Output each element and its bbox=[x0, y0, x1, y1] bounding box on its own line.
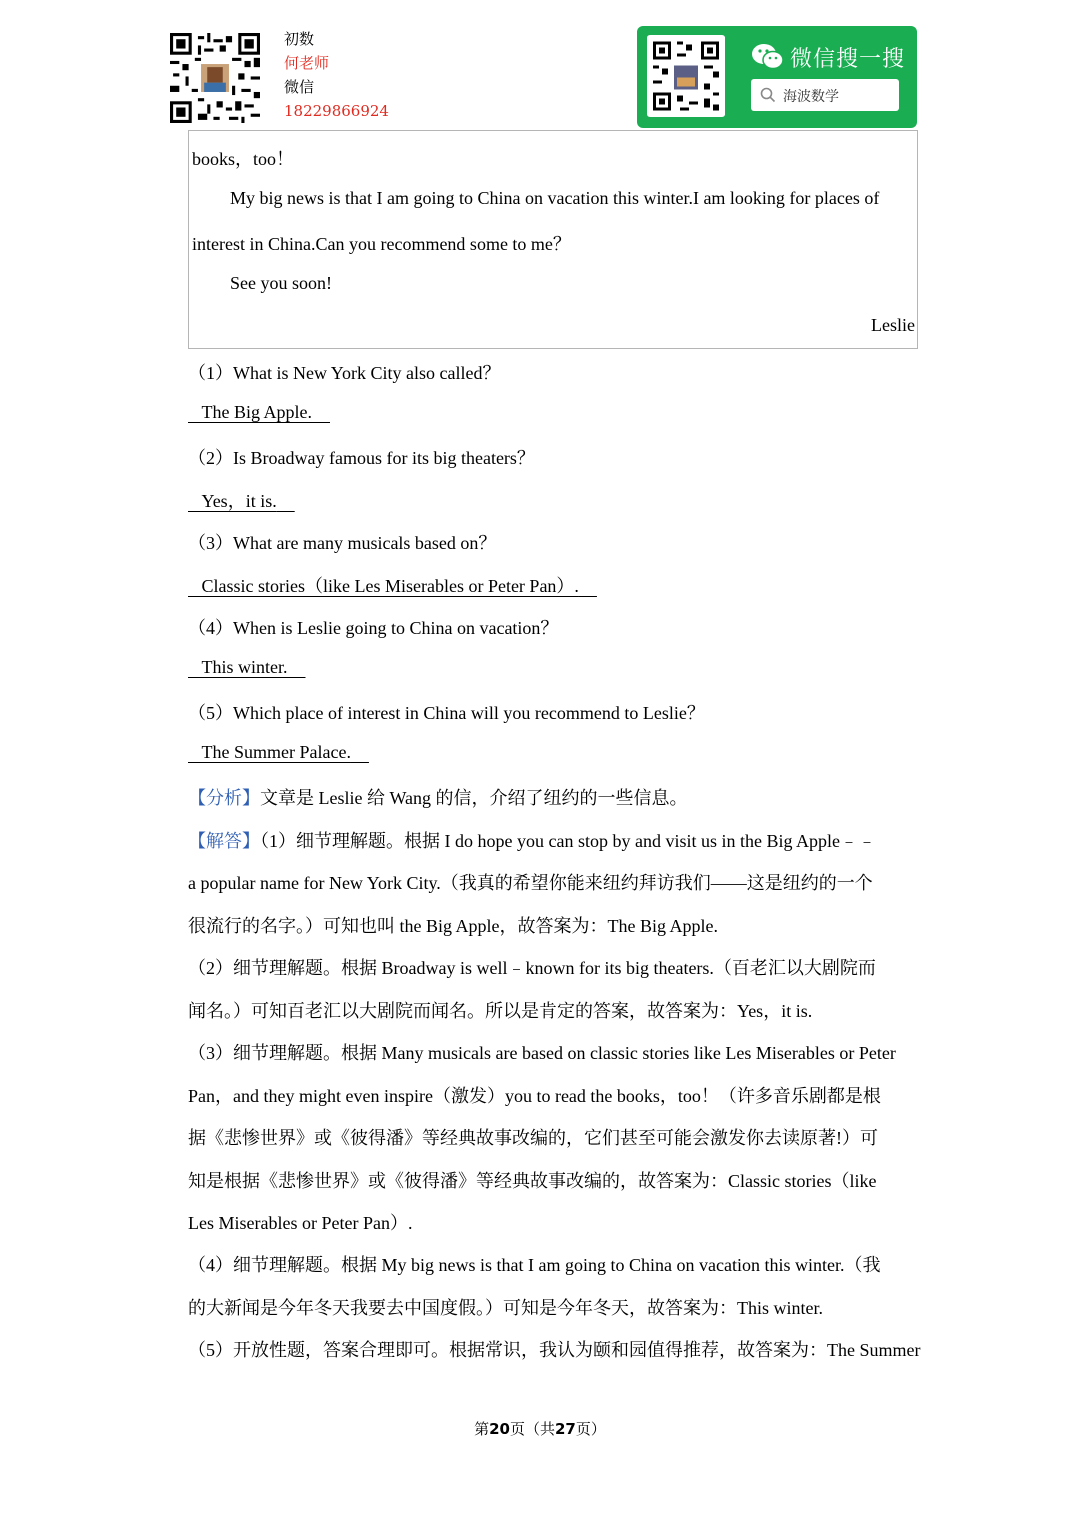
analysis-tag: 【分析】 bbox=[188, 788, 260, 808]
wechat-qr-code-icon bbox=[647, 35, 725, 117]
teacher-contact bbox=[284, 27, 389, 123]
solution-line: 知是根据《悲惨世界》或《彼得潘》等经典故事改编的，故答案为：Classic stories（like bbox=[188, 1171, 877, 1191]
solution-line: （3）细节理解题。根据 Many musicals are based on classic stories like Les Miserables or Peter bbox=[188, 1043, 896, 1063]
solution-line: 【解答】（1）细节理解题。根据 I do hope you can stop by and visit us in the Big Apple﹣﹣ bbox=[188, 831, 876, 851]
solution-line: 据《悲惨世界》或《彼得潘》等经典故事改编的，它们甚至可能会激发你去读原著!）可 bbox=[188, 1128, 878, 1148]
qr-code-icon bbox=[170, 32, 260, 124]
solution-line: Pan，and they might even inspire（激发）you to read the books，too！（许多音乐剧都是根 bbox=[188, 1086, 881, 1106]
solution-line: Les Miserables or Peter Pan）. bbox=[188, 1213, 413, 1233]
question-3: （3）What are many musicals based on？ bbox=[188, 533, 497, 553]
page-number: 第20页（共27页） bbox=[474, 1420, 606, 1438]
contact-teacher-name: 何老师 bbox=[284, 54, 330, 72]
question-2: （2）Is Broadway famous for its big theaters？ bbox=[188, 448, 535, 468]
question-4: （4）When is Leslie going to China on vacation？ bbox=[188, 618, 559, 638]
solution-line: 很流行的名字。）可知也叫 the Big Apple，故答案为：The Big Apple. bbox=[188, 916, 718, 936]
wechat-search-input[interactable] bbox=[751, 79, 899, 111]
solution-line: （2）细节理解题。根据 Broadway is well﹣known for its big theaters.（百老汇以大剧院而 bbox=[188, 958, 876, 978]
letter-signature: Leslie bbox=[871, 315, 915, 335]
letter-line: books，too！ bbox=[192, 149, 295, 169]
solution-line: 闻名。）可知百老汇以大剧院而闻名。所以是肯定的答案，故答案为：Yes，it is. bbox=[188, 1001, 813, 1021]
question-5: （5）Which place of interest in China will you recommend to Leslie？ bbox=[188, 703, 705, 723]
solution-line: （4）细节理解题。根据 My big news is that I am going to China on vacation this winter.（我 bbox=[188, 1255, 881, 1275]
letter-line: See you soon! bbox=[230, 273, 332, 293]
solution-line: （5）开放性题，答案合理即可。根据常识，我认为颐和园值得推荐，故答案为：The Summer bbox=[188, 1340, 921, 1360]
analysis-text: 文章是 Leslie 给 Wang 的信，介绍了纽约的一些信息。 bbox=[260, 788, 688, 808]
answer-3: Classic stories（like Les Miserables or Peter Pan）. bbox=[201, 576, 579, 596]
wechat-logo-icon bbox=[751, 43, 785, 71]
answer-5: The Summer Palace. bbox=[201, 742, 351, 762]
contact-subject: 初数 bbox=[284, 30, 315, 48]
answer-2: Yes，it is. bbox=[201, 491, 277, 511]
answer-1: The Big Apple. bbox=[201, 402, 312, 422]
wechat-search-query: 海波数学 bbox=[783, 89, 839, 105]
contact-phone: 18229866924 bbox=[284, 102, 389, 120]
solution-line: 的大新闻是今年冬天我要去中国度假。）可知是今年冬天，故答案为：This winter. bbox=[188, 1298, 823, 1318]
contact-wechat-label: 微信 bbox=[284, 78, 315, 96]
solution-tag: 【解答】 bbox=[188, 831, 260, 851]
solution-line: a popular name for New York City.（我真的希望你能来纽约拜访我们——这是纽约的一个 bbox=[188, 873, 873, 893]
letter-line: My big news is that I am going to China on vacation this winter.I am looking for places of bbox=[230, 188, 880, 208]
wechat-search-title: 微信搜一搜 bbox=[790, 47, 906, 72]
analysis-paragraph bbox=[188, 784, 688, 810]
wechat-search-banner bbox=[637, 26, 917, 128]
letter-line: interest in China.Can you recommend some to me？ bbox=[192, 234, 571, 254]
answer-4: This winter. bbox=[201, 657, 288, 677]
search-icon bbox=[760, 87, 776, 103]
question-1: （1）What is New York City also called？ bbox=[188, 363, 501, 383]
letter-box bbox=[188, 130, 918, 349]
